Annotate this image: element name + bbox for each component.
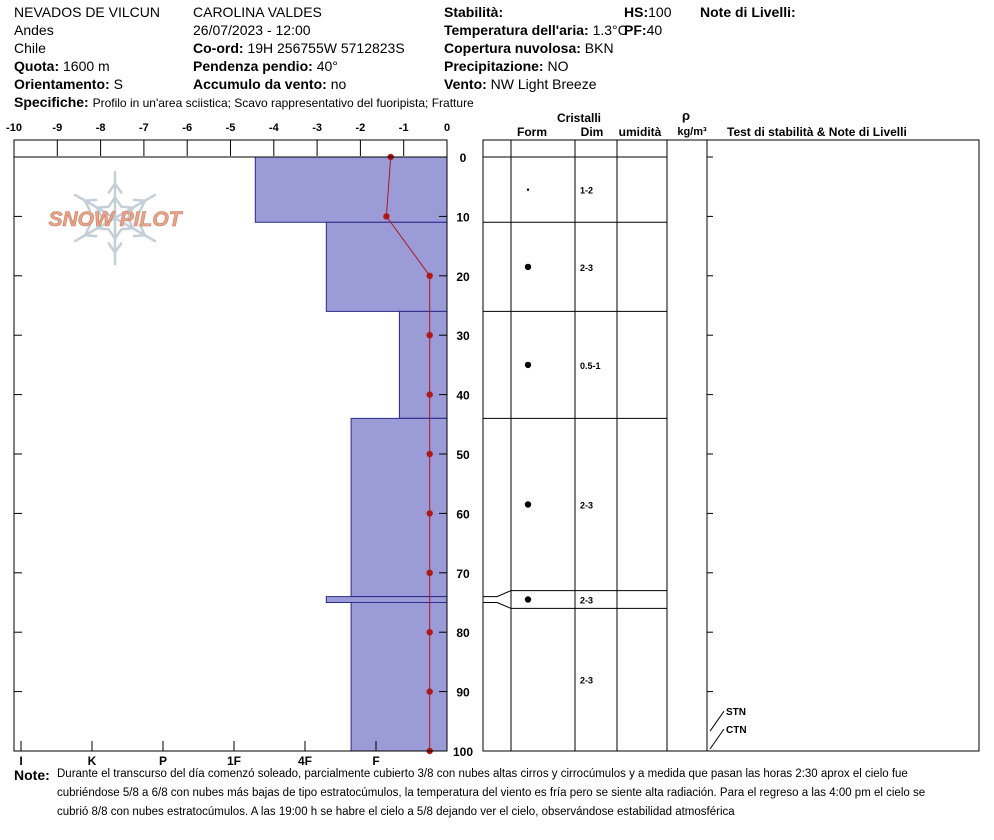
form-header: Form <box>517 125 547 139</box>
wind-value: NW Light Breeze <box>490 76 597 92</box>
air-temp-value: 1.3°C <box>592 22 628 38</box>
temp-tick-label: -7 <box>139 122 149 134</box>
grain-size-label: 2-3 <box>580 675 594 686</box>
country: Chile <box>14 40 46 56</box>
hardness-tick-label: P <box>158 754 168 768</box>
air-temp-label: Temperatura dell'aria: <box>444 22 589 38</box>
depth-tick-label: 20 <box>456 269 470 284</box>
depth-tick-label: 70 <box>456 566 470 581</box>
temperature-point <box>427 570 433 576</box>
aspect-label: Orientamento: <box>14 76 110 92</box>
hardness-tick-label: 4F <box>297 754 313 768</box>
flake-branch <box>85 200 96 201</box>
wind-load-value: no <box>330 76 347 92</box>
depth-tick-label: 90 <box>456 685 470 700</box>
hardness-axis <box>19 741 379 768</box>
grain-form-dot <box>525 501 531 507</box>
depth-tick-label: 100 <box>452 745 474 759</box>
temp-tick-label: -9 <box>52 122 63 134</box>
depth-tick-label: 80 <box>456 626 470 641</box>
notes-label: Note: <box>14 767 50 783</box>
hardness-layer-bar <box>326 222 447 311</box>
slope-value: 40° <box>316 58 338 74</box>
coord-label: Co-ord: <box>193 40 244 56</box>
precip-label: Precipitazione: <box>444 58 544 74</box>
temperature-point <box>427 391 433 397</box>
sky-label: Copertura nuvolosa: <box>444 40 581 56</box>
temp-tick-label: -4 <box>268 122 279 134</box>
temp-tick-label: -5 <box>225 122 236 134</box>
temperature-axis <box>6 122 450 156</box>
depth-tick-label: 40 <box>456 388 470 403</box>
temp-tick-label: -8 <box>95 122 106 134</box>
layer-notes-label: Note di Livelli: <box>700 4 796 20</box>
temp-tick-label: -10 <box>6 122 22 134</box>
aspect-value: S <box>113 76 123 92</box>
depth-tick-label: 0 <box>459 151 467 165</box>
density-unit-header: kg/m³ <box>677 126 707 138</box>
coord-value: 19H 256755W 5712823S <box>247 40 405 56</box>
hardness-tick-label: I <box>19 754 23 768</box>
elevation-value: 1600 m <box>63 58 110 74</box>
grain-form-dot <box>525 362 531 368</box>
temp-tick-label: -3 <box>312 122 322 134</box>
grain-size-label: 2-3 <box>580 500 594 511</box>
sky-value: BKN <box>584 40 614 56</box>
slope-label: Pendenza pendio: <box>193 58 313 74</box>
stability-label: Stabilità: <box>444 4 504 20</box>
pf-value: 40 <box>646 22 663 38</box>
test-leader-line <box>710 711 724 731</box>
observer-name: CAROLINA VALDES <box>193 4 322 20</box>
observation-datetime: 26/07/2023 - 12:00 <box>193 22 311 38</box>
moisture-header: umidità <box>618 125 662 139</box>
test-label: STN <box>726 707 746 719</box>
test-leader-line <box>710 729 724 749</box>
temperature-point <box>427 451 433 457</box>
grain-size-label: 1-2 <box>580 185 594 196</box>
hs-label: HS: <box>624 4 649 20</box>
logo-text: SNOW PILOT <box>48 208 182 231</box>
test-label: CTN <box>726 725 747 736</box>
hardness-layer-bar <box>255 157 447 222</box>
temperature-point <box>427 273 433 279</box>
pf-label: PF: <box>624 22 647 38</box>
location-name: NEVADOS DE VILCUN <box>14 4 160 20</box>
temp-tick-label: -2 <box>355 122 366 134</box>
depth-tick-label: 30 <box>456 329 470 344</box>
grain-form-small-dot <box>527 189 529 191</box>
layer-connector <box>483 603 511 609</box>
stability-tests <box>710 707 747 749</box>
flake-branch <box>85 235 96 236</box>
grain-form-dot <box>525 596 531 602</box>
temperature-point <box>427 332 433 338</box>
temperature-point <box>427 510 433 516</box>
hs-value: 100 <box>648 4 672 20</box>
depth-tick-label: 10 <box>456 210 470 225</box>
temp-tick-label: 0 <box>443 122 451 134</box>
wind-load-label: Accumulo da vento: <box>193 76 327 92</box>
specs-value: Profilo in un'area sciistica; Scavo rappresentativo del fuoripista; Fratture <box>92 96 474 110</box>
temperature-point <box>383 213 389 219</box>
temp-tick-label: -1 <box>398 122 409 134</box>
notes-line-1: Durante el transcurso del día comenzó soleado, parcialmente cubierto 3/8 con nubes altas cirros y cirrocúmulos y a medida que pasan las horas 2:30 aprox el cielo fue <box>57 768 908 780</box>
notes-line-3: cubrió 8/8 con nubes estratocúmulos. A las 19:00 h se habre el cielo a 5/8 dejando ver el cielo, observándose estabilidad atmosférica <box>57 806 735 818</box>
tests-header: Test di stabilità & Note di Livelli <box>727 125 907 139</box>
temperature-point <box>427 688 433 694</box>
specs-label: Specifiche: <box>14 94 89 110</box>
hardness-layer-bar <box>351 603 447 752</box>
rho-header: ρ <box>681 108 691 123</box>
grain-table-frame <box>483 140 979 751</box>
hardness-tick-label: F <box>372 754 380 768</box>
mountain-range: Andes <box>14 22 54 38</box>
hardness-layer-bar <box>351 418 447 596</box>
wind-label: Vento: <box>444 76 487 92</box>
snowpilot-logo <box>49 172 184 264</box>
hardness-layers <box>255 157 447 751</box>
hardness-tick-label: K <box>87 754 97 768</box>
precip-value: NO <box>547 58 569 74</box>
flake-branch <box>134 235 145 236</box>
elevation-label: Quota: <box>14 58 60 74</box>
layer-connector <box>483 591 511 597</box>
grain-size-label: 2-3 <box>580 595 594 606</box>
grain-size-label: 0.5-1 <box>580 360 601 371</box>
depth-tick-label: 50 <box>456 448 470 462</box>
depth-tick-label: 60 <box>456 507 470 522</box>
hardness-layer-bar <box>326 597 447 603</box>
grain-table <box>483 140 979 751</box>
crystals-header: Cristalli <box>556 111 602 125</box>
temp-tick-label: -6 <box>182 122 193 134</box>
hardness-tick-label: 1F <box>226 754 242 768</box>
hardness-layer-bar <box>399 311 447 418</box>
flake-branch <box>134 200 145 201</box>
grain-size-label: 2-3 <box>580 262 594 273</box>
grain-form-dot <box>525 264 531 270</box>
size-header: Dim <box>580 125 604 139</box>
notes-line-2: cubriéndose 5/8 a 6/8 con nubes más bajas de tipo estratocúmulos, la temperatura del viento es fría pero se siente alta radiación. Para el regreso a las 4:00 pm el cielo se <box>57 787 926 799</box>
temperature-point <box>427 629 433 635</box>
